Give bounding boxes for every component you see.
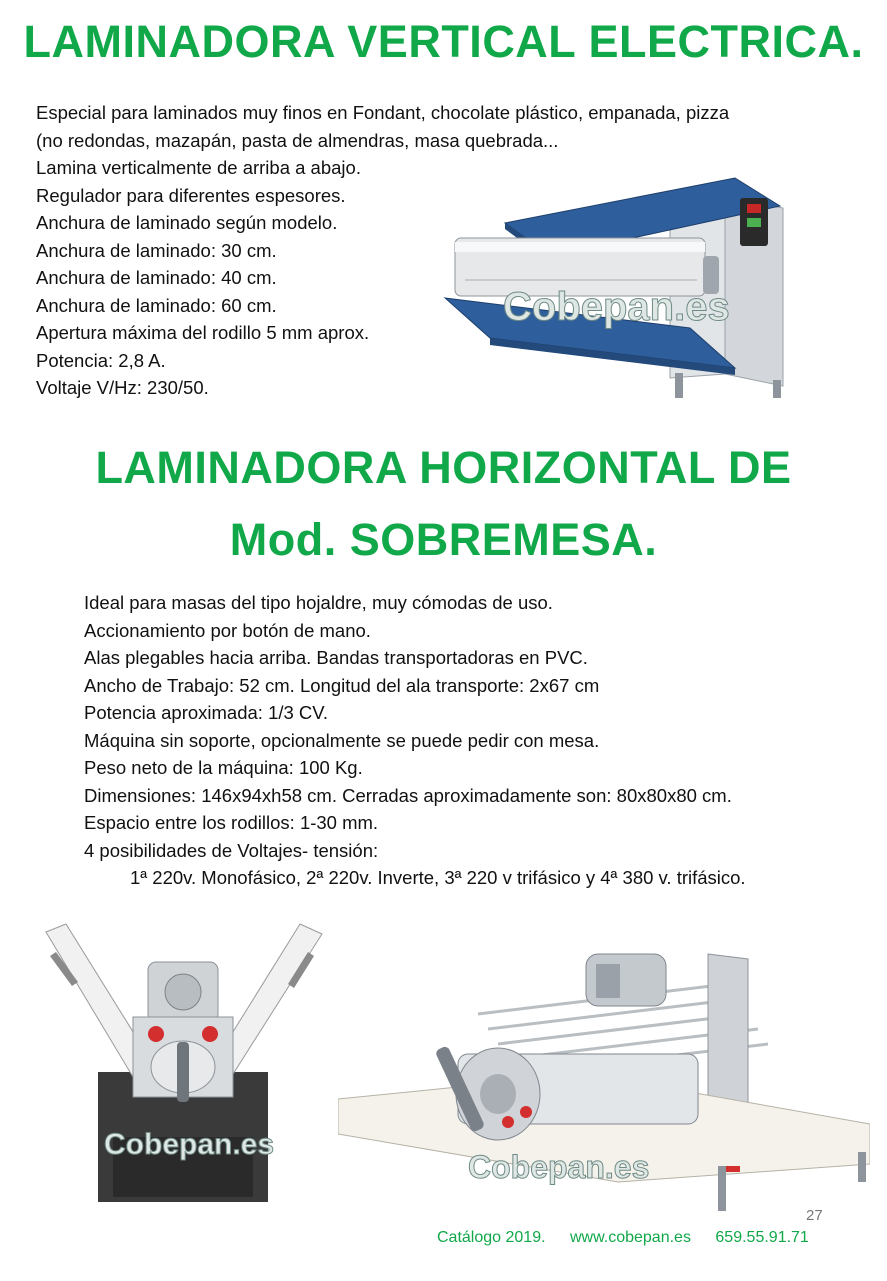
desc-line: Ideal para masas del tipo hojaldre, muy cómodas de uso. — [84, 592, 553, 613]
desc-line: Voltaje V/Hz: 230/50. — [36, 377, 209, 398]
desc-line: Alas plegables hacia arriba. Bandas transportadoras en PVC. — [84, 647, 588, 668]
voltage-options-line: 1ª 220v. Monofásico, 2ª 220v. Inverte, 3ª 220 v trifásico y 4ª 380 v. trifásico. — [130, 867, 746, 888]
desc-line: Anchura de laminado: 30 cm. — [36, 239, 277, 261]
photo-watermark: Cobepan.es — [104, 1128, 275, 1161]
section2-title-line1: LAMINADORA HORIZONTAL DE — [95, 442, 792, 493]
desc-line: Anchura de laminado: 40 cm. — [36, 267, 277, 288]
desc-line: Ancho de Trabajo: 52 cm. Longitud del ala transporte: 2x67 cm — [84, 674, 600, 696]
section1-title: LAMINADORA VERTICAL ELECTRICA. — [23, 16, 864, 67]
section2-description — [84, 589, 746, 892]
desc-line: Lamina verticalmente de arriba a abajo. — [36, 157, 361, 178]
desc-line: Regulador para diferentes espesores. — [36, 184, 346, 206]
footer-catalog: Catálogo 2019. — [437, 1229, 546, 1246]
desc-line: Potencia: 2,8 A. — [36, 349, 166, 371]
desc-line: Máquina sin soporte, opcionalmente se puede pedir con mesa. — [84, 729, 600, 751]
photo-watermark: Cobepan.es — [468, 1149, 650, 1185]
folded-sheeter-photo — [38, 922, 328, 1208]
desc-line: Peso neto de la máquina: 100 Kg. — [84, 757, 363, 778]
footer-phone: 659.55.91.71 — [715, 1229, 809, 1246]
desc-line: Anchura de laminado: 60 cm. — [36, 294, 277, 316]
desc-line: Dimensiones: 146x94xh58 cm. Cerradas aproximadamente son: 80x80x80 cm. — [84, 784, 732, 806]
photo-watermark: Cobepan.es — [503, 285, 730, 329]
desc-line: 4 posibilidades de Voltajes- tensión: — [84, 839, 379, 861]
desc-line: Apertura máxima del rodillo 5 mm aprox. — [36, 322, 370, 343]
vertical-sheeter-photo — [435, 168, 813, 404]
footer-website: www.cobepan.es — [569, 1229, 691, 1246]
desc-line: Especial para laminados muy finos en Fondant, chocolate plástico, empanada, pizza — [36, 102, 730, 123]
desc-line: Potencia aproximada: 1/3 CV. — [84, 702, 329, 723]
desc-line: Espacio entre los rodillos: 1-30 mm. — [84, 812, 379, 833]
desc-line: Accionamiento por botón de mano. — [84, 619, 371, 641]
section2-title-line2: Mod. SOBREMESA. — [229, 514, 658, 565]
page-number: 27 — [806, 1207, 823, 1224]
desc-line: Anchura de laminado según modelo. — [36, 212, 338, 233]
footer — [437, 1229, 809, 1247]
desc-line: (no redondas, mazapán, pasta de almendras, masa quebrada... — [36, 129, 559, 151]
open-sheeter-photo — [338, 934, 870, 1216]
